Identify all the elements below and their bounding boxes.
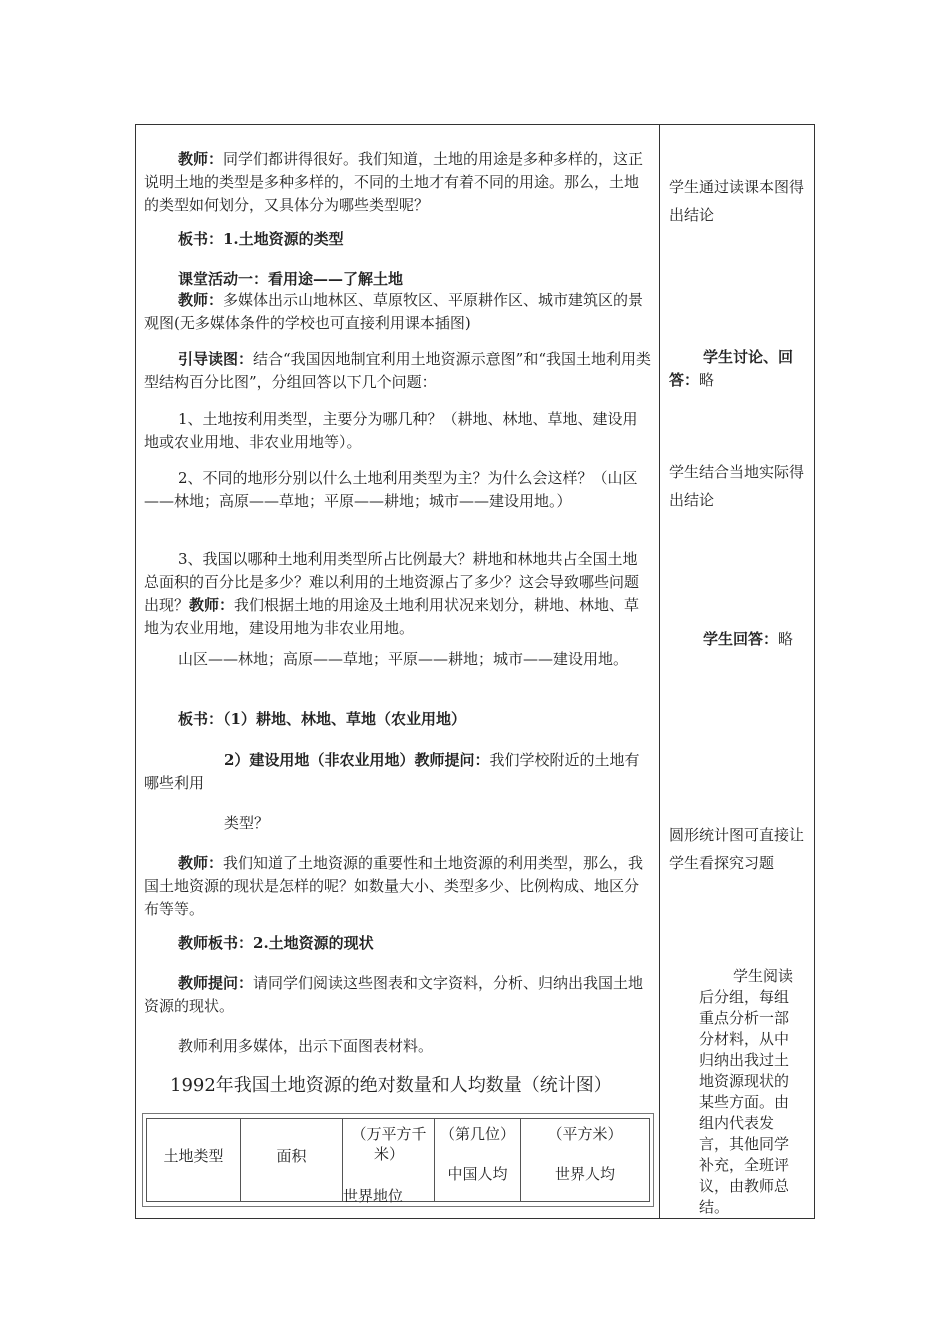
paragraph-text: 多媒体出示山地林区、草原牧区、平原耕作区、城市建筑区的景观图(无多媒体条件的学校也可直接利用课本插图) <box>144 291 644 332</box>
table-header-land-type: 土地类型 <box>163 1147 224 1165</box>
speaker-label: 教师提问： <box>178 974 254 992</box>
table-header-area-unit: （万平方千米） <box>351 1125 427 1163</box>
student-activity-note-2 <box>669 346 809 392</box>
paragraph-guided-reading <box>144 348 652 394</box>
student-answer-label: 学生回答： <box>703 630 779 648</box>
speaker-label: 教师： <box>178 854 224 872</box>
table-header-china-per-capita: 中国人均 <box>447 1165 508 1183</box>
paragraph-teacher-question <box>144 972 652 1018</box>
speaker-label: 教师： <box>178 150 224 168</box>
answer-text: 我们根据土地的用途及土地利用状况来划分，耕地、林地、草地为农业用地，建设用地为非农业用地。 <box>144 596 640 637</box>
student-discussion-label: 学生讨论、回答： <box>669 348 794 389</box>
table-header-world-rank: 世界地位 <box>343 1187 404 1205</box>
guided-reading-label: 引导读图： <box>178 350 254 368</box>
paragraph-teacher-multimedia <box>144 289 652 335</box>
board-heading-2: 教师板书：2.土地资源的现状 <box>178 934 374 952</box>
board-heading-agri: 板书：（1）耕地、林地、草地（农业用地） <box>178 710 466 728</box>
chart-caption: 1992年我国土地资源的绝对数量和人均数量（统计图） <box>170 1075 612 1096</box>
student-activity-note-1: 学生通过读课本图得出结论 <box>669 178 805 224</box>
paragraph-continuation: 类型？ <box>224 814 270 832</box>
table-header-area: 面积 <box>276 1147 307 1165</box>
student-activity-note-4 <box>669 628 809 651</box>
landform-summary: 山区——林地；高原——草地；平原——耕地；城市——建设用地。 <box>178 650 629 668</box>
question-3 <box>144 548 652 640</box>
board-heading-1: 板书：1.土地资源的类型 <box>178 230 344 248</box>
note-text: 略 <box>778 630 794 648</box>
table-header-sqm-unit: （平方米） <box>547 1125 623 1143</box>
activity-title: 课堂活动一：看用途——了解土地 <box>178 270 404 288</box>
paragraph-text: 结合“我国因地制宜利用土地资源示意图”和“我国土地利用类型结构百分比图”，分组回答以下几个问题： <box>144 350 652 391</box>
paragraph-text: 请同学们阅读这些图表和文字资料，分析、归纳出我国土地资源的现状。 <box>144 974 644 1015</box>
question-1: 1、土地按利用类型，主要分为哪几种？（耕地、林地、草地、建设用地或农业用地、非农业用地等）。 <box>144 410 638 451</box>
board-heading-nonagri <box>144 749 652 795</box>
question-text: 3、我国以哪种土地利用类型所占比例最大？耕地和林地共占全国土地总面积的百分比是多少？难以利用的土地资源占了多少？这会导致哪些问题出现？ <box>144 550 640 614</box>
speaker-label: 教师： <box>178 291 224 309</box>
speaker-label: 教师： <box>189 596 235 614</box>
student-activity-note-6: 学生阅读后分组，每组重点分析一部分材料，从中归纳出我过土地资源现状的某些方面。由组内代表发言，其他同学补充，全班评议，由教师总结。 <box>699 967 794 1216</box>
note-text: 略 <box>699 371 715 389</box>
table-header-rank-unit: （第几位） <box>439 1125 515 1143</box>
paragraph-text: 同学们都讲得很好。我们知道，土地的用途是多种多样的，这正说明土地的类型是多种多样的，不同的土地才有着不同的用途。那么，土地的类型如何划分，又具体分为哪些类型呢？ <box>144 150 644 214</box>
table-header-world-per-capita: 世界人均 <box>554 1165 615 1183</box>
paragraph-multimedia-note: 教师利用多媒体，出示下面图表材料。 <box>178 1037 434 1055</box>
paragraph-teacher-intro <box>144 148 652 217</box>
teacher-question-label: 2）建设用地（非农业用地）教师提问： <box>224 751 490 769</box>
paragraph-text: 我们学校附近的土地有哪些利用 <box>144 751 640 792</box>
student-activity-note-5: 圆形统计图可直接让学生看探究习题 <box>669 826 805 872</box>
question-2: 2、不同的地形分别以什么土地利用类型为主？为什么会这样？（山区——林地；高原——草地；平原——耕地；城市——建设用地。） <box>144 469 638 510</box>
paragraph-text: 我们知道了土地资源的重要性和土地资源的利用类型，那么，我国土地资源的现状是怎样的呢？如数量大小、类型多少、比例构成、地区分布等等。 <box>144 854 644 918</box>
student-activity-note-3: 学生结合当地实际得出结论 <box>669 463 805 509</box>
paragraph-teacher-status <box>144 852 652 921</box>
